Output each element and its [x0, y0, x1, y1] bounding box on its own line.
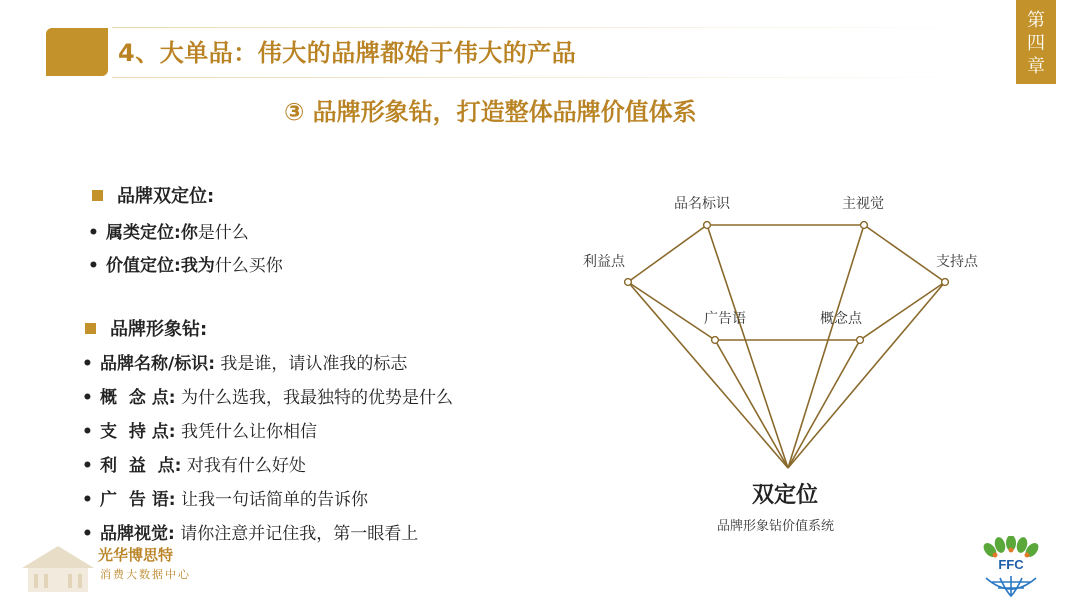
- chapter-char: 第: [1027, 10, 1045, 31]
- chapter-tab: [1016, 0, 1056, 84]
- item-label: 广 告 语:: [100, 490, 176, 510]
- list-item: [88, 251, 283, 276]
- item-label: 支 持 点:: [100, 422, 176, 442]
- logo-right-name: FFC: [998, 557, 1024, 572]
- node-support-point: [942, 279, 949, 286]
- diamond-lines: [628, 225, 945, 468]
- node-brand-name-mark: [704, 222, 711, 229]
- item-label-emphasis: 你: [180, 223, 198, 243]
- label-slogan: 广告语: [704, 311, 746, 327]
- bullet-dot-icon: •: [82, 456, 93, 476]
- logo-left-name: 光华博思特: [98, 547, 174, 564]
- diagram-caption: 品牌形象钻价值系统: [717, 519, 835, 534]
- edge-upper-left: [628, 225, 707, 282]
- chapter-char: 四: [1027, 33, 1045, 54]
- edge-right-outer: [788, 282, 945, 468]
- section-heading-text: 品牌双定位:: [117, 186, 215, 207]
- edge-top-right-down: [788, 225, 864, 468]
- node-main-visual: [861, 222, 868, 229]
- node-concept-point: [857, 337, 864, 344]
- building-roof-icon: [22, 546, 94, 568]
- slide-subtitle: ③ 品牌形象钻，打造整体品牌价值体系: [284, 98, 697, 126]
- item-label: 属类定位:: [106, 223, 181, 243]
- label-concept-point: 概念点: [820, 311, 862, 327]
- guanghua-bosite-logo: [18, 538, 208, 596]
- section-heading-dual-positioning: [92, 182, 214, 208]
- list-item: [82, 383, 453, 408]
- bullet-dot-icon: •: [82, 388, 93, 408]
- globe-icon: [986, 576, 1036, 596]
- item-text: 为什么选我，我最独特的优势是什么: [180, 388, 453, 408]
- list-item: [88, 218, 249, 243]
- square-bullet-icon: [92, 190, 103, 201]
- header-rule-bottom: [112, 77, 992, 78]
- label-support-point: 支持点: [936, 254, 978, 270]
- brand-diamond-diagram: [560, 180, 1020, 500]
- list-item: [82, 485, 368, 510]
- bullet-dot-icon: •: [82, 354, 93, 374]
- list-item: [82, 349, 407, 374]
- item-text: 什么买你: [214, 256, 283, 276]
- item-label: 利 益 点:: [100, 456, 182, 476]
- slide-title: 4、大单品：伟大的品牌都始于伟大的产品: [118, 39, 577, 67]
- edge-right-center: [788, 340, 860, 468]
- item-label: 概 念 点:: [100, 388, 176, 408]
- item-text: 对我有什么好处: [186, 456, 306, 476]
- edge-upper-right: [864, 225, 945, 282]
- node-slogan: [712, 337, 719, 344]
- item-label-emphasis: 我为: [180, 256, 215, 276]
- label-main-visual: 主视觉: [842, 196, 884, 212]
- label-benefit-point: 利益点: [583, 254, 625, 270]
- header-accent-block: [46, 28, 108, 76]
- square-bullet-icon: [85, 323, 96, 334]
- item-label: 品牌视觉:: [100, 524, 175, 544]
- bullet-dot-icon: •: [82, 422, 93, 442]
- ffc-logo: [978, 536, 1044, 600]
- item-text: 是什么: [197, 223, 249, 243]
- item-text: 请你注意并记住我，第一眼看上: [180, 524, 419, 544]
- bullet-dot-icon: •: [88, 223, 99, 243]
- label-brand-name-mark: 品名标识: [674, 196, 730, 212]
- section-heading-brand-diamond: [85, 315, 207, 341]
- list-item: [82, 451, 306, 476]
- section-heading-text: 品牌形象钻:: [110, 319, 208, 340]
- bullet-dot-icon: •: [82, 490, 93, 510]
- bullet-dot-icon: •: [88, 256, 99, 276]
- list-item: [82, 417, 317, 442]
- diagram-center-label: 双定位: [752, 483, 819, 508]
- item-text: 我凭什么让你相信: [180, 422, 317, 442]
- item-text: 我是谁，请认准我的标志: [220, 354, 408, 374]
- node-benefit-point: [625, 279, 632, 286]
- logo-left-sub: 消费大数据中心: [100, 569, 191, 581]
- item-label: 品牌名称/标识:: [100, 354, 216, 374]
- item-label: 价值定位:: [106, 256, 181, 276]
- chapter-char: 章: [1027, 56, 1045, 77]
- header-rule-top: [112, 27, 992, 28]
- edge-left-inner: [628, 282, 715, 340]
- bullet-dot-icon: •: [82, 524, 93, 544]
- item-text: 让我一句话简单的告诉你: [180, 490, 368, 510]
